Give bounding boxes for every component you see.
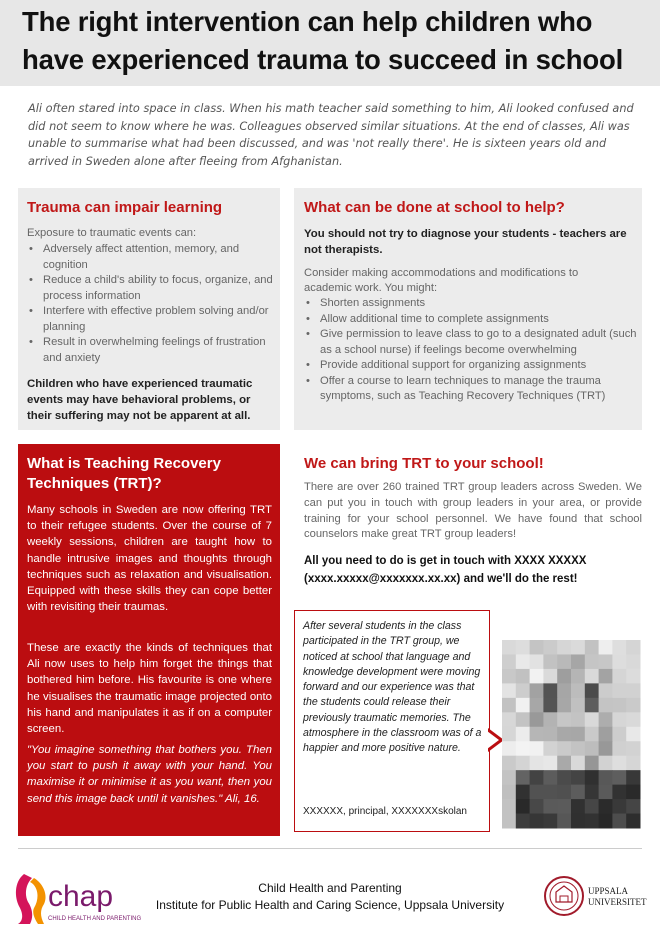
mosaic-tile (585, 640, 599, 655)
mosaic-tile (543, 770, 557, 785)
mosaic-tile (599, 669, 613, 684)
mosaic-tile (502, 640, 516, 655)
list-item: • Adversely affect attention, memory, and cognition (27, 242, 273, 273)
contact-cta (304, 552, 642, 588)
mosaic-tile (571, 814, 585, 829)
mosaic-tile (502, 741, 516, 756)
list-item: • Interfere with effective problem solving and/or planning (27, 304, 273, 335)
mosaic-tile (516, 741, 530, 756)
ali-quote: "You imagine something that bothers you. Then you start to push it away with your hand. You maximise it or minimise it as you want, then you send this image back until it vanishes." Ali, 16. (27, 744, 272, 805)
bring-trt-body: There are over 260 trained TRT group leaders across Sweden. We can put you in touch with group leaders in your area, or provide training for your school personnel. We have found that school counselors make great TRT group leaders! (304, 481, 642, 541)
mosaic-tile (599, 683, 613, 698)
mosaic-tile (516, 785, 530, 800)
mosaic-tile (626, 654, 640, 669)
mosaic-tile (585, 756, 599, 771)
mosaic-tile (516, 727, 530, 742)
mosaic-tile (612, 756, 626, 771)
mosaic-tile (571, 640, 585, 655)
mosaic-tile (557, 712, 571, 727)
mosaic-tile (571, 756, 585, 771)
mosaic-tile (557, 640, 571, 655)
mosaic-tile (530, 741, 544, 756)
help-lead: Consider making accommodations and modifications to academic work. You might: (304, 267, 579, 294)
mosaic-tile (599, 654, 613, 669)
mosaic-tile (585, 683, 599, 698)
chap-logo-text: chap (48, 880, 114, 913)
trauma-panel (18, 188, 280, 430)
footer-line-1: Child Health and Parenting (258, 881, 402, 895)
mosaic-tile (612, 785, 626, 800)
trauma-list (27, 242, 273, 366)
mosaic-tile (571, 669, 585, 684)
mosaic-tile (502, 698, 516, 713)
mosaic-tile (502, 756, 516, 771)
mosaic-tile (530, 669, 544, 684)
mosaic-tile (599, 741, 613, 756)
mosaic-tile (516, 712, 530, 727)
mosaic-tile (571, 654, 585, 669)
mosaic-tile (626, 741, 640, 756)
mosaic-tile (557, 799, 571, 814)
trt-info-paragraph-2: These are exactly the kinds of techniques that Ali now uses to help him forget the things that bothered him before. His favourite is one where he visualises the traumatic image projected onto his hand and manipulates it as if on a computer screen. (27, 642, 272, 736)
mosaic-tile (543, 683, 557, 698)
mosaic-tile (543, 814, 557, 829)
intro-paragraph: Ali often stared into space in class. When his math teacher said something to him, Ali looked confused and did not seem to know where he was. Colleagues observed similar situations. At the end of classes, Ali was unable to summarise what had been discussed, and was 'not really there'. He is sixteen years old and arrived in Sweden alone after fleeing from Afghanistan. (28, 102, 634, 168)
mosaic-tile (516, 698, 530, 713)
help-heading: What can be done at school to help? (304, 199, 565, 216)
mosaic-tile (626, 799, 640, 814)
mosaic-tile (502, 683, 516, 698)
mosaic-tile (530, 785, 544, 800)
mosaic-tile (585, 669, 599, 684)
mosaic-tile (557, 814, 571, 829)
mosaic-tile (571, 683, 585, 698)
mosaic-tile (585, 727, 599, 742)
chap-logo (10, 868, 142, 926)
bubble-tail-inner (487, 731, 499, 749)
mosaic-tile (585, 814, 599, 829)
mosaic-tile (626, 756, 640, 771)
mosaic-tile (599, 785, 613, 800)
mosaic-tile (612, 669, 626, 684)
list-item: • Allow additional time to complete assignments (304, 312, 638, 328)
mosaic-tile (626, 683, 640, 698)
mosaic-tile (626, 770, 640, 785)
mosaic-tile (516, 640, 530, 655)
mosaic-tile (599, 640, 613, 655)
help-list (304, 296, 638, 405)
chap-logo-subtext: CHILD HEALTH AND PARENTING (48, 916, 142, 922)
list-item: • Reduce a child's ability to focus, organize, and process information (27, 273, 273, 304)
mosaic-tile (557, 785, 571, 800)
mosaic-tile (571, 799, 585, 814)
mosaic-tile (502, 785, 516, 800)
mosaic-tile (516, 654, 530, 669)
mosaic-tile (502, 770, 516, 785)
mosaic-tile (557, 698, 571, 713)
mosaic-tile (571, 727, 585, 742)
trt-info-heading: What is Teaching Recovery Techniques (TRT)? (27, 455, 221, 492)
mosaic-tile (502, 654, 516, 669)
bring-trt-heading: We can bring TRT to your school! (304, 455, 544, 472)
mosaic-tile (626, 669, 640, 684)
mosaic-tile (516, 814, 530, 829)
mosaic-tile (626, 698, 640, 713)
mosaic-tile (585, 770, 599, 785)
footer-line-2: Institute for Public Health and Caring Science, Uppsala University (155, 898, 505, 912)
mosaic-tile (599, 770, 613, 785)
mosaic-tile (557, 770, 571, 785)
mosaic-tile (543, 727, 557, 742)
mosaic-tile (530, 712, 544, 727)
mosaic-tile (612, 799, 626, 814)
mosaic-tile (502, 814, 516, 829)
mosaic-tile (571, 770, 585, 785)
footer-affiliation (130, 880, 530, 914)
mosaic-tile (571, 741, 585, 756)
testimonial-bubble (294, 610, 490, 832)
mosaic-tile (530, 814, 544, 829)
trauma-heading: Trauma can impair learning (27, 199, 223, 216)
mosaic-tile (557, 756, 571, 771)
mosaic-tile (543, 712, 557, 727)
mosaic-tile (530, 640, 544, 655)
contact-cta-line-2: (xxxx.xxxxx@xxxxxxx.xx.xx) and we'll do the rest! (304, 573, 578, 585)
mosaic-tile (502, 799, 516, 814)
mosaic-tile (543, 654, 557, 669)
list-item: • Provide additional support for organizing assignments (304, 358, 638, 374)
mosaic-tile (543, 640, 557, 655)
mosaic-tile (530, 683, 544, 698)
mosaic-tile (516, 756, 530, 771)
mosaic-tile (557, 654, 571, 669)
mosaic-tile (516, 683, 530, 698)
mosaic-tile (585, 741, 599, 756)
mosaic-tile (612, 814, 626, 829)
svg-text:UNIVERSITET: UNIVERSITET (588, 897, 647, 907)
help-warning: You should not try to diagnose your students - teachers are not therapists. (304, 228, 627, 256)
uppsala-university-seal (542, 866, 654, 926)
mosaic-tile (543, 741, 557, 756)
mosaic-tile (571, 785, 585, 800)
trauma-conclusion: Children who have experienced traumatic events may have behavioral problems, or their suffering may not be apparent at all. (27, 378, 253, 422)
mosaic-tile (585, 799, 599, 814)
mosaic-tile (530, 756, 544, 771)
mosaic-tile (599, 712, 613, 727)
mosaic-tile (612, 654, 626, 669)
mosaic-tile (599, 698, 613, 713)
mosaic-tile (585, 698, 599, 713)
mosaic-tile (530, 799, 544, 814)
trt-info-panel (18, 444, 280, 836)
mosaic-tile (599, 799, 613, 814)
help-panel (294, 188, 642, 430)
mosaic-tile (612, 741, 626, 756)
footer-divider (18, 848, 642, 849)
mosaic-tile (612, 727, 626, 742)
mosaic-tile (502, 669, 516, 684)
mosaic-tile (599, 814, 613, 829)
mosaic-tile (585, 654, 599, 669)
mosaic-tile (599, 756, 613, 771)
mosaic-tile (557, 741, 571, 756)
mosaic-tile (516, 799, 530, 814)
mosaic-tile (571, 698, 585, 713)
contact-cta-line-1: All you need to do is get in touch with XXXX XXXXX (304, 555, 587, 567)
mosaic-tile (543, 799, 557, 814)
list-item: • Offer a course to learn techniques to manage the trauma symptoms, such as Teaching Recovery Techniques (TRT) (304, 374, 638, 405)
mosaic-tile (557, 727, 571, 742)
mosaic-tile (530, 727, 544, 742)
mosaic-tile (502, 712, 516, 727)
mosaic-tile (543, 698, 557, 713)
mosaic-tile (557, 683, 571, 698)
mosaic-tile (626, 712, 640, 727)
testimonial-signature: XXXXXX, principal, XXXXXXXskolan (303, 806, 467, 817)
mosaic-tile (612, 712, 626, 727)
mosaic-tile (543, 785, 557, 800)
mosaic-tile (543, 756, 557, 771)
mosaic-tile (626, 727, 640, 742)
mosaic-tile (612, 698, 626, 713)
mosaic-tile (626, 640, 640, 655)
mosaic-tile (612, 640, 626, 655)
mosaic-tile (612, 683, 626, 698)
testimonial-text: After several students in the class participated in the TRT group, we noticed at school that language and knowledge development were moving forward and our experience was that the students could release their previously traumatic memories. The atmosphere in the classroom was of a happier and more positive nature. (303, 620, 482, 755)
list-item: • Shorten assignments (304, 296, 638, 312)
mosaic-tile (571, 712, 585, 727)
mosaic-tile (612, 770, 626, 785)
mosaic-tile (530, 654, 544, 669)
mosaic-tile (516, 669, 530, 684)
mosaic-tile (530, 770, 544, 785)
mosaic-tile (502, 727, 516, 742)
mosaic-tile (626, 785, 640, 800)
mosaic-tile (599, 727, 613, 742)
trt-info-paragraph-1: Many schools in Sweden are now offering TRT to their refugee students. Over the course of 7 weekly sessions, children are taught how to handle intrusive images and thoughts through techniques such as relaxation and visualisation. Equipped with these skills they can cope better with revisiting their traumas. (27, 504, 272, 614)
mosaic-tile (543, 669, 557, 684)
mosaic-tile (557, 669, 571, 684)
page-title: The right intervention can help children who have experienced trauma to succeed in school (22, 6, 624, 75)
trauma-lead: Exposure to traumatic events can: (27, 227, 197, 239)
mosaic-tile (516, 770, 530, 785)
list-item: • Result in overwhelming feelings of frustration and anxiety (27, 335, 273, 366)
mosaic-tile (530, 698, 544, 713)
svg-text:UPPSALA: UPPSALA (588, 886, 629, 896)
list-item: • Give permission to leave class to go to a designated adult (such as a school nurse) if feelings become overwhelming (304, 327, 638, 358)
mosaic-tile (585, 785, 599, 800)
mosaic-tile (585, 712, 599, 727)
mosaic-tile (626, 814, 640, 829)
pixelated-portrait-image (502, 640, 640, 828)
